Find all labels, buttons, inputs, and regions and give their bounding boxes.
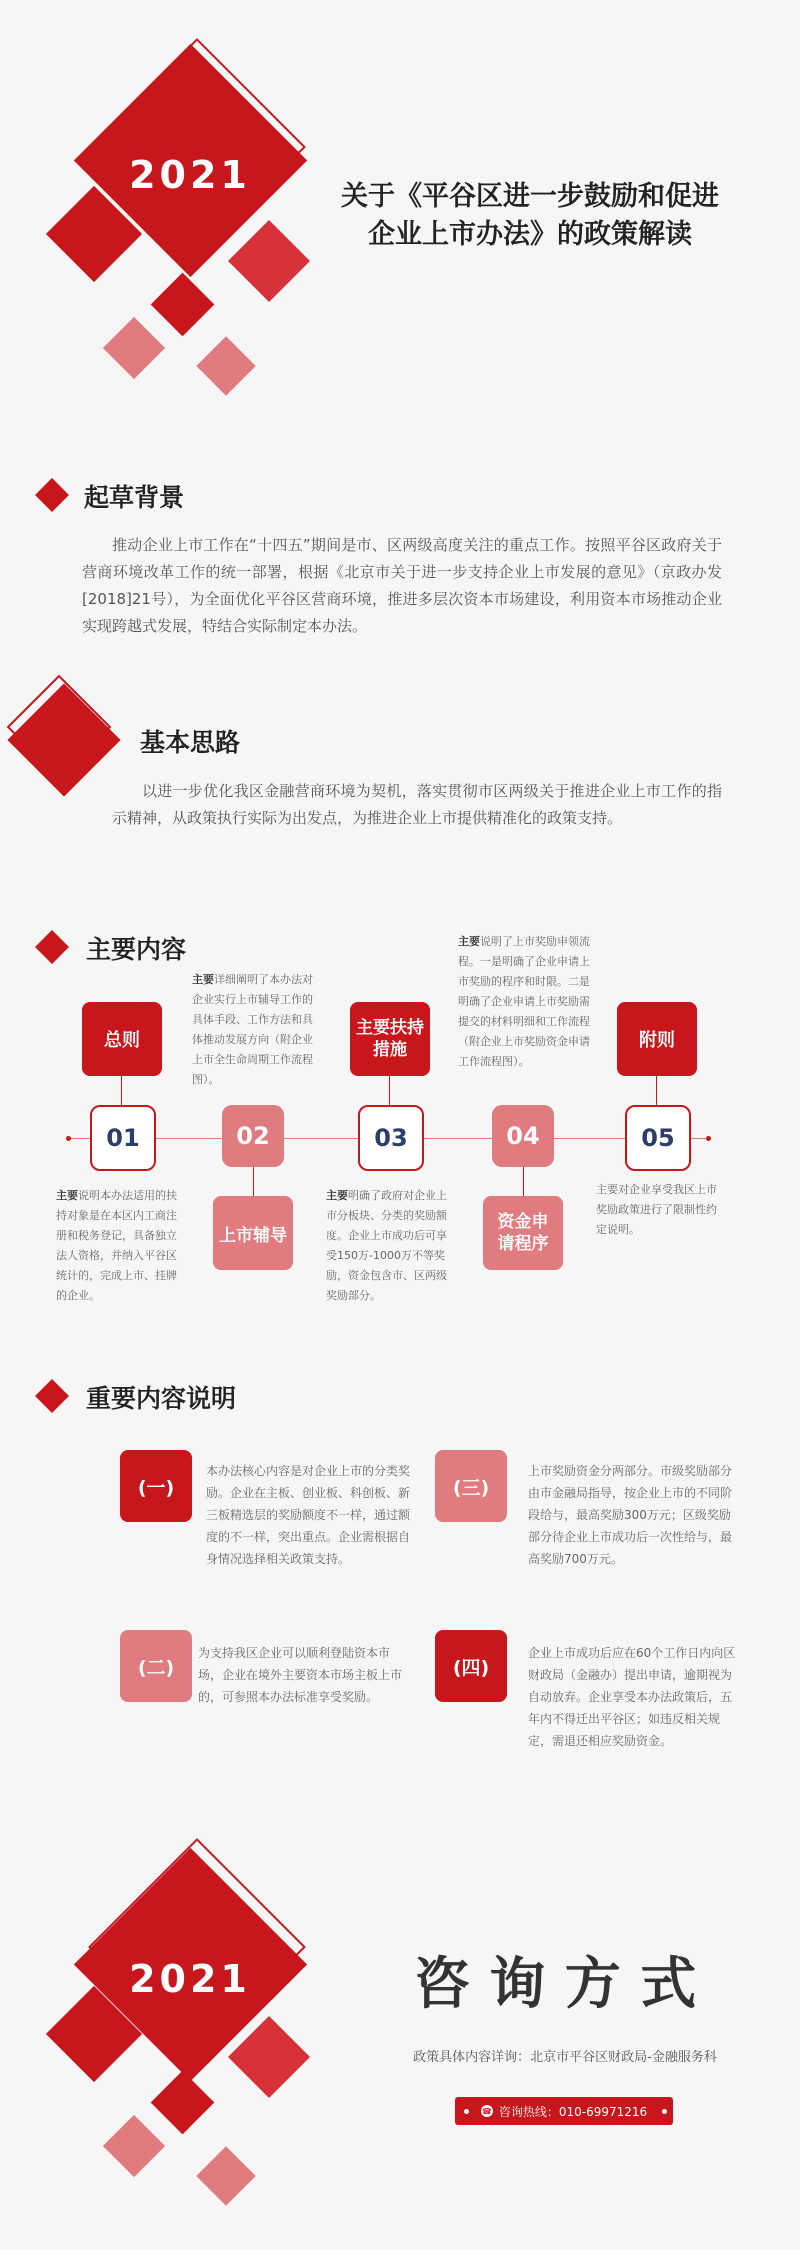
red-diamond: [7, 683, 120, 796]
desc-bold: 主要: [326, 1189, 348, 1202]
title-line-1: 关于《平谷区进一步鼓励和促进: [341, 181, 719, 212]
key-point-1-text: 本办法核心内容是对企业上市的分类奖励。企业在主板、创业板、科创板、新三板精选层的奖励额度不一样，通过额度的不一样，突出重点。企业需根据自身情况选择相关政策支持。: [206, 1464, 411, 1566]
background-paragraph: 推动企业上市工作在“十四五”期间是市、区两级高度关注的重点工作。按照平谷区政府关于营商环境改革工作的统一部署，根据《北京市关于进一步支持企业上市发展的意见》（京政办发[2018]21号），为全面优化平谷区营商环境，推进多层次资本市场建设，利用资本市场推动企业实现跨越式发展，特结合实际制定本办法。: [82, 536, 722, 635]
hotline-text: 咨询热线：010-69971216: [498, 2104, 648, 2119]
timeline-dot: [706, 1136, 711, 1141]
desc-text: 明确了政府对企业上市分板块、分类的奖励额度。企业上市成功后可享受150万-1000万不等奖励，资金包含市、区两级奖励部分。: [326, 1189, 447, 1302]
item-02-number: 02: [222, 1105, 284, 1167]
key-point-2-text: 为支持我区企业可以顺利登陆资本市场，企业在境外主要资本市场主板上市的，可参照本办法标准享受奖励。: [198, 1646, 403, 1704]
item-01-description: [56, 1186, 186, 1306]
section-heading-key-points: 重要内容说明: [86, 1384, 237, 1413]
contact-title: 咨 询 方 式: [413, 1952, 697, 2017]
connector-line: [121, 1076, 122, 1106]
desc-text: 主要对企业享受我区上市奖励政策进行了限制性约定说明。: [596, 1183, 717, 1236]
section-marker-icon: [35, 1379, 69, 1413]
section-heading-background: 起草背景: [84, 483, 185, 512]
key-point-1-badge: (一): [120, 1450, 192, 1522]
red-diamond: [151, 273, 215, 337]
connector-line: [389, 1076, 390, 1106]
red-diamond: [228, 220, 310, 302]
desc-text: 说明本办法适用的扶持对象是在本区内工商注册和税务登记，具备独立法人资格，并纳入平谷区统计的，完成上市、挂牌的企业。: [56, 1189, 177, 1302]
item-01-label-box: 总则: [82, 1002, 162, 1076]
item-03-label-box: 主要扶持措施: [350, 1002, 430, 1076]
phone-icon: ☎: [481, 2106, 492, 2116]
approach-paragraph: 以进一步优化我区金融营商环境为契机，落实贯彻市区两级关于推进企业上市工作的指示精神，从政策执行实际为出发点，为推进企业上市提供精准化的政策支持。: [112, 782, 722, 827]
key-point-3-badge: (三): [435, 1450, 507, 1522]
hotline-dot: [464, 2109, 469, 2114]
footer-year-label: 2021: [129, 1957, 251, 2001]
connector-line: [523, 1167, 524, 1197]
connector-line: [253, 1167, 254, 1197]
hotline-bar[interactable]: [455, 2097, 673, 2125]
hotline-dot: [662, 2109, 667, 2114]
title-line-2: 企业上市办法》的政策解读: [368, 219, 692, 250]
desc-bold: 主要: [192, 973, 214, 986]
item-04-description: [458, 932, 590, 1072]
item-01-number: 01: [90, 1105, 156, 1171]
consult-text: 政策具体内容详询：北京市平谷区财政局-金融服务科: [413, 2050, 717, 2065]
key-point-4-text: 企业上市成功后应在60个工作日内向区财政局（金融办）提出申请，逾期视为自动放弃。企业享受本办法政策后，五年内不得迁出平谷区；如违反相关规定，需退还相应奖励资金。: [528, 1646, 736, 1748]
timeline-dot: [66, 1136, 71, 1141]
desc-bold: 主要: [458, 935, 480, 948]
key-point-3-text: 上市奖励资金分两部分。市级奖励部分由市金融局指导，按企业上市的不同阶段给与，最高奖励300万元；区级奖励部分待企业上市成功后一次性给与，最高奖励700万元。: [528, 1464, 733, 1566]
item-05-number: 05: [625, 1105, 691, 1171]
item-05-description: [596, 1180, 726, 1240]
year-label: 2021: [129, 153, 251, 197]
desc-bold: 主要: [56, 1189, 78, 1202]
item-02-description: [192, 970, 322, 1090]
pink-diamond: [103, 317, 165, 379]
page-title: [330, 178, 730, 254]
pink-diamond: [196, 2146, 255, 2205]
red-diamond: [151, 2071, 215, 2135]
item-03-description: [326, 1186, 456, 1306]
section-heading-content: 主要内容: [86, 935, 187, 964]
section-marker-icon: [35, 930, 69, 964]
desc-text: 说明了上市奖励申领流程。一是明确了企业申请上市奖励的程序和时限。二是明确了企业申请上市奖励需提交的材料明细和工作流程（附企业上市奖励资金申请工作流程图）。: [458, 935, 590, 1068]
section-marker-icon: [35, 478, 69, 512]
item-04-number: 04: [492, 1105, 554, 1167]
connector-line: [656, 1076, 657, 1106]
pink-diamond: [103, 2115, 165, 2177]
item-05-label-box: 附则: [617, 1002, 697, 1076]
item-04-label-box: 资金申请程序: [483, 1196, 563, 1270]
key-point-2-badge: (二): [120, 1630, 192, 1702]
item-02-label-box: 上市辅导: [213, 1196, 293, 1270]
key-point-4-badge: (四): [435, 1630, 507, 1702]
desc-text: 详细阐明了本办法对企业实行上市辅导工作的具体手段、工作方法和具体推动发展方向（附企业上市全生命周期工作流程图）。: [192, 973, 313, 1086]
section-heading-approach: 基本思路: [140, 728, 241, 757]
pink-diamond: [196, 336, 255, 395]
item-03-number: 03: [358, 1105, 424, 1171]
